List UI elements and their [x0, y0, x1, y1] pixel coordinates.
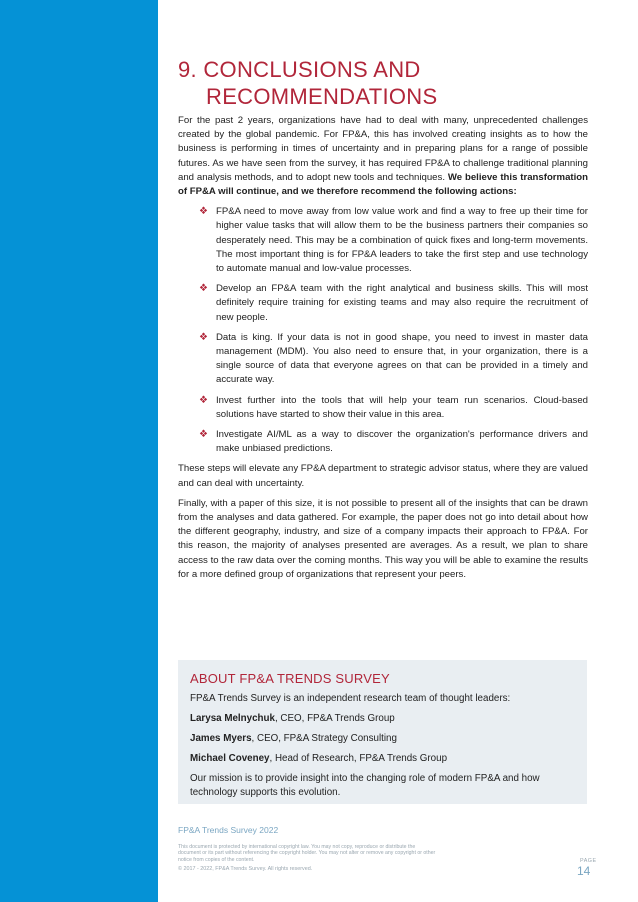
side-band	[0, 0, 158, 902]
conclusion-paragraph: These steps will elevate any FP&A department to strategic advisor status, where they are valued and can deal with uncertainty.	[178, 463, 588, 489]
intro-paragraph	[178, 114, 588, 199]
final-paragraph: Finally, with a paper of this size, it is not possible to present all of the insights that can be drawn from the analyses and data gathered. For example, the paper does not go into detail about how the different geography, industry, and size of a company impacts their approach to FP&A. For this reason, the majority of analyses presented are averages. As a result, we plan to share access to the raw data over the coming months. This way you will be able to examine the results for a more defined group of organizations that represent your peers.	[178, 497, 588, 580]
diamond-bullet-icon: ❖	[199, 283, 208, 295]
list-item	[199, 394, 588, 422]
list-item	[199, 428, 588, 456]
person-name: James Myers	[190, 733, 252, 744]
intro-bold-text: We believe this transformation of FP&A will continue, and we therefore recommend the following actions:	[178, 171, 588, 198]
recommendation-list	[178, 205, 588, 456]
diamond-bullet-icon: ❖	[199, 206, 208, 218]
recommendation-text: Invest further into the tools that will help your team run scenarios. Cloud-based solutions have started to show their value in this area.	[216, 394, 588, 420]
about-box	[178, 660, 587, 804]
recommendation-text: Develop an FP&A team with the right analytical and business skills. This will most definitely require training for existing teams and may also require the recruitment of new people.	[216, 283, 588, 323]
list-item	[199, 282, 588, 325]
intro-text: For the past 2 years, organizations have had to deal with many, unprecedented challenges created by the global pandemic. For FP&A, this has involved creating insights as to how the business is performing in times of uncertainty and in preparing plans for a range of possible futures. As we have seen from the survey, it has required FP&A to challenge traditional planning and analysis methods, and to adopt new tools and techniques.	[178, 115, 588, 183]
list-item	[199, 331, 588, 388]
footer-copyright: © 2017 - 2022, FP&A Trends Survey. All rights reserved.	[178, 866, 313, 872]
diamond-bullet-icon: ❖	[199, 429, 208, 441]
page-label: PAGE	[580, 858, 597, 864]
footer-disclaimer: This document is protected by international copyright law. You may not copy, reproduce or distribute the document or its part without referencing the copyright holder. You may not alter or remove any copyright or other notice from copies of the content.	[178, 844, 436, 863]
about-title: ABOUT FP&A TRENDS SURVEY	[190, 671, 390, 686]
person-role: , CEO, FP&A Strategy Consulting	[251, 733, 397, 744]
diamond-bullet-icon: ❖	[199, 394, 208, 406]
about-intro: FP&A Trends Survey is an independent research team of thought leaders:	[190, 693, 511, 704]
section-title: 9. CONCLUSIONS AND RECOMMENDATIONS	[178, 57, 438, 109]
person-name: Michael Coveney	[190, 753, 270, 764]
page-number: 14	[577, 864, 591, 878]
about-person	[190, 752, 575, 765]
recommendation-text: FP&A need to move away from low value work and find a way to free up their time for higher value tasks that will allow them to be the business partners their companies so desperately need. This may be a combination of quick fixes and long-term movements. The most important thing is for FP&A leaders to take the first step and use technology to automate manual and low-value processes.	[216, 206, 588, 275]
main-content	[178, 56, 588, 582]
person-role: , Head of Research, FP&A Trends Group	[269, 753, 448, 764]
person-name: Larysa Melnychuk	[190, 713, 275, 724]
about-person	[190, 732, 575, 745]
about-mission: Our mission is to provide insight into the changing role of modern FP&A and how technology supports this evolution.	[190, 773, 540, 798]
about-person	[190, 712, 575, 725]
recommendation-text: Data is king. If your data is not in good shape, you need to invest in master data management (MDM). You also need to ensure that, in your organization, there is a single source of data that everyone agrees on that can be provided in a timely and accurate way.	[216, 331, 588, 386]
footer-title: FP&A Trends Survey 2022	[178, 825, 279, 835]
person-role: , CEO, FP&A Trends Group	[274, 713, 395, 724]
recommendation-text: Investigate AI/ML as a way to discover the organization's performance drivers and make unbiased predictions.	[216, 429, 588, 455]
list-item	[199, 205, 588, 276]
diamond-bullet-icon: ❖	[199, 331, 208, 343]
